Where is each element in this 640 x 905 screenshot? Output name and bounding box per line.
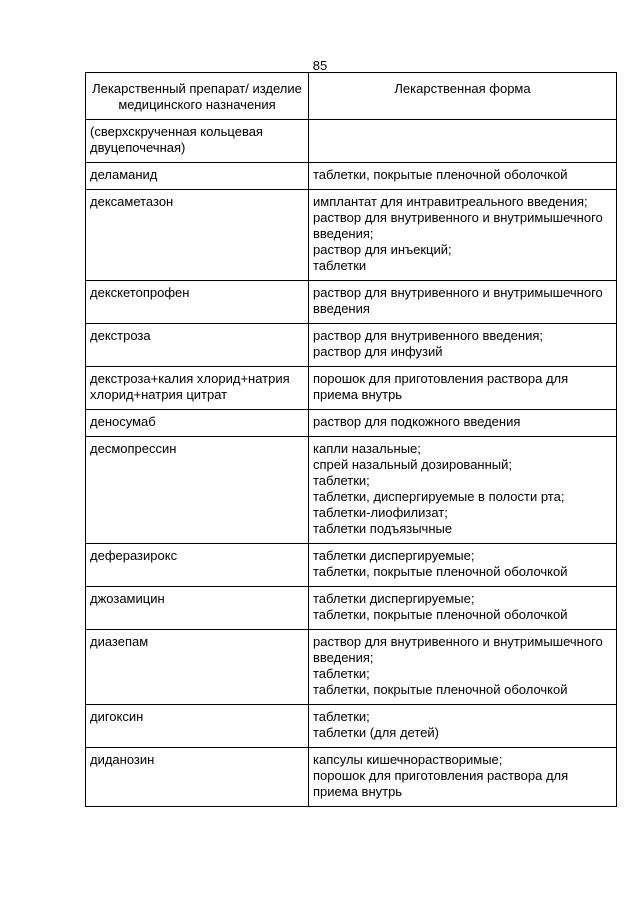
- dosage-form-line: таблетки-лиофилизат;: [313, 505, 448, 520]
- dosage-form-cell: [309, 281, 617, 324]
- dosage-form-cell: [309, 587, 617, 630]
- dosage-form-line: таблетки, покрытые пленочной оболочкой: [313, 564, 568, 579]
- dosage-form-line: раствор для инфузий: [313, 344, 443, 359]
- dosage-form-cell: [309, 190, 617, 281]
- dosage-form-line: таблетки, покрытые пленочной оболочкой: [313, 607, 568, 622]
- dosage-form-line: таблетки: [313, 258, 367, 273]
- drug-name-cell: диданозин: [86, 748, 309, 807]
- dosage-form-cell: [309, 748, 617, 807]
- table-row: [86, 163, 617, 190]
- dosage-form-line: капли назальные;: [313, 441, 421, 456]
- drug-name-cell: декстроза: [86, 324, 309, 367]
- dosage-form-cell: [309, 544, 617, 587]
- dosage-form-line: таблетки диспергируемые;: [313, 591, 475, 606]
- dosage-form-line: раствор для инъекций;: [313, 242, 452, 257]
- dosage-form-line: раствор для внутривенного и внутримышечного введения;: [313, 634, 603, 665]
- drug-name-cell: деферазирокс: [86, 544, 309, 587]
- dosage-form-line: таблетки, покрытые пленочной оболочкой: [313, 167, 568, 182]
- dosage-form-line: таблетки;: [313, 709, 370, 724]
- dosage-form-cell: [309, 324, 617, 367]
- header-form: Лекарственная форма: [309, 73, 617, 120]
- dosage-form-line: спрей назальный дозированный;: [313, 457, 512, 472]
- dosage-form-line: таблетки;: [313, 666, 370, 681]
- drug-name-cell: десмопрессин: [86, 437, 309, 544]
- table-body: [86, 120, 617, 807]
- table-row: [86, 587, 617, 630]
- dosage-form-line: таблетки подъязычные: [313, 521, 453, 536]
- dosage-form-line: раствор для внутривенного и внутримышечного введения;: [313, 210, 603, 241]
- table-row: [86, 367, 617, 410]
- table-row: [86, 410, 617, 437]
- dosage-form-line: раствор для внутривенного и внутримышечного введения: [313, 285, 603, 316]
- table-row: [86, 120, 617, 163]
- drug-name-cell: деламанид: [86, 163, 309, 190]
- dosage-form-line: таблетки, покрытые пленочной оболочкой: [313, 682, 568, 697]
- table-row: [86, 324, 617, 367]
- table-row: [86, 748, 617, 807]
- dosage-form-cell: [309, 120, 617, 163]
- drug-name-cell: диазепам: [86, 630, 309, 705]
- dosage-form-line: таблетки, диспергируемые в полости рта;: [313, 489, 565, 504]
- dosage-form-line: таблетки диспергируемые;: [313, 548, 475, 563]
- dosage-form-line: капсулы кишечнорастворимые;: [313, 752, 503, 767]
- drug-name-cell: (сверхскрученная кольцевая двуцепочечная): [86, 120, 309, 163]
- dosage-form-line: раствор для внутривенного введения;: [313, 328, 543, 343]
- drug-name-cell: джозамицин: [86, 587, 309, 630]
- dosage-form-cell: [309, 705, 617, 748]
- dosage-form-line: имплантат для интравитреального введения;: [313, 194, 588, 209]
- dosage-form-cell: [309, 163, 617, 190]
- dosage-form-cell: [309, 367, 617, 410]
- drug-name-cell: дексаметазон: [86, 190, 309, 281]
- dosage-form-line: таблетки (для детей): [313, 725, 439, 740]
- drug-table: [85, 72, 617, 807]
- drug-name-cell: дигоксин: [86, 705, 309, 748]
- table-row: [86, 437, 617, 544]
- dosage-form-cell: [309, 410, 617, 437]
- table-row: [86, 190, 617, 281]
- table-row: [86, 630, 617, 705]
- table-row: [86, 281, 617, 324]
- dosage-form-line: таблетки;: [313, 473, 370, 488]
- table-row: [86, 705, 617, 748]
- header-drug: Лекарственный препарат/ изделие медицинского назначения: [86, 73, 309, 120]
- table-header-row: [86, 73, 617, 120]
- drug-name-cell: декстроза+калия хлорид+натрия хлорид+натрия цитрат: [86, 367, 309, 410]
- dosage-form-line: порошок для приготовления раствора для приема внутрь: [313, 371, 569, 402]
- dosage-form-cell: [309, 630, 617, 705]
- dosage-form-cell: [309, 437, 617, 544]
- page-number: 85: [312, 58, 328, 73]
- dosage-form-line: порошок для приготовления раствора для приема внутрь: [313, 768, 569, 799]
- drug-name-cell: деносумаб: [86, 410, 309, 437]
- table-row: [86, 544, 617, 587]
- dosage-form-line: раствор для подкожного введения: [313, 414, 521, 429]
- drug-name-cell: декскетопрофен: [86, 281, 309, 324]
